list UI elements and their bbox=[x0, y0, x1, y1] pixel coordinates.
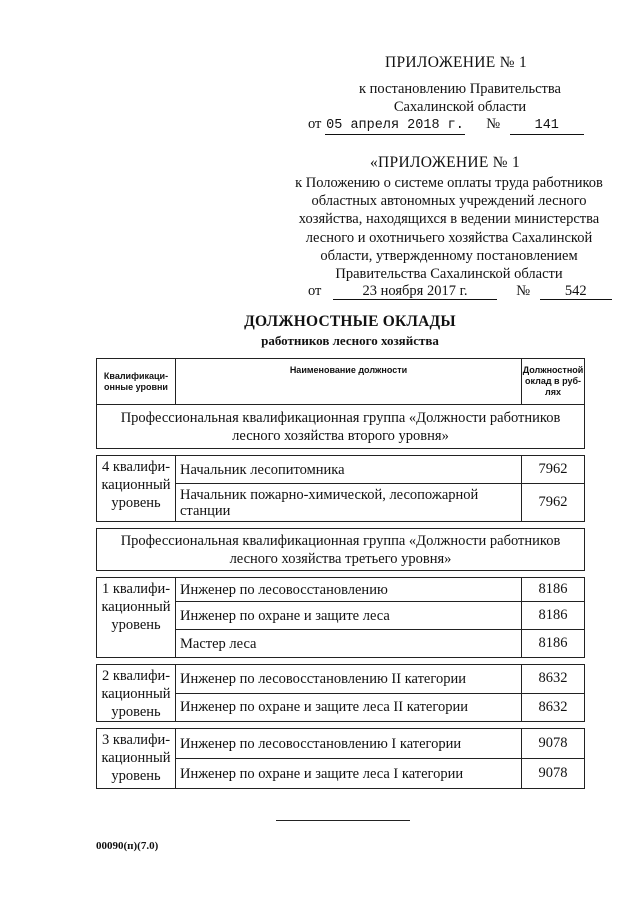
header-position-name: Наименование должности bbox=[176, 359, 522, 405]
appendix-line1: к постановлению Правительства bbox=[359, 81, 561, 97]
salary-value: 8632 bbox=[522, 693, 585, 722]
inner-appendix-text: к Положению о системе оплаты труда работников областных автономных учреждений лесного хозяйства, находящихся в ведении министерства лесного и охотничьего хозяйства Сахалинской области, утвержденному постановлением Правительства Сахалинской области bbox=[295, 175, 603, 283]
inner-from-label: от bbox=[308, 283, 322, 299]
qualification-level: 2 квалифи-кационный уровень bbox=[97, 665, 176, 722]
salary-value: 8186 bbox=[522, 630, 585, 658]
position-name: Начальник лесопитомника bbox=[176, 456, 522, 484]
document-code: 00090(п)(7.0) bbox=[96, 840, 159, 852]
inner-number-label: № bbox=[516, 283, 531, 299]
position-name: Инженер по охране и защите леса bbox=[176, 602, 522, 630]
qualification-level: 4 квалифи-кационный уровень bbox=[97, 456, 176, 522]
header-qualification-level: Квалификаци-онные уровни bbox=[97, 359, 176, 405]
group-row bbox=[97, 529, 585, 571]
table-row bbox=[97, 578, 585, 602]
group-title: Профессиональная квалификационная группа «Должности работников лесного хозяйства второго уровня» bbox=[97, 405, 585, 449]
salary-value: 9078 bbox=[522, 759, 585, 789]
decree-signature-line bbox=[308, 116, 584, 135]
salary-value: 7962 bbox=[522, 456, 585, 484]
salary-value: 8632 bbox=[522, 665, 585, 694]
table-gap bbox=[97, 522, 585, 529]
salary-value: 9078 bbox=[522, 729, 585, 759]
table-row bbox=[97, 729, 585, 759]
group-title: Профессиональная квалификационная группа «Должности работников лесного хозяйства третьего уровня» bbox=[97, 529, 585, 571]
decree-number: 141 bbox=[510, 118, 584, 135]
from-label: от bbox=[308, 116, 322, 132]
table-row bbox=[97, 456, 585, 484]
position-name: Инженер по лесовосстановлению II категории bbox=[176, 665, 522, 694]
position-name: Инженер по охране и защите леса II категории bbox=[176, 693, 522, 722]
table-row bbox=[97, 665, 585, 694]
table-gap bbox=[97, 449, 585, 456]
decree-date: 05 апреля 2018 г. bbox=[326, 118, 464, 133]
appendix-line2: Сахалинской области bbox=[393, 99, 527, 115]
position-name: Инженер по лесовосстановлению bbox=[176, 578, 522, 602]
table-gap bbox=[97, 658, 585, 665]
position-name: Инженер по охране и защите леса I категории bbox=[176, 759, 522, 789]
header-salary: Должностной оклад в руб-лях bbox=[522, 359, 585, 405]
table-gap bbox=[97, 571, 585, 578]
inner-appendix-title: «ПРИЛОЖЕНИЕ № 1 bbox=[370, 154, 521, 171]
qualification-level: 1 квалифи-кационный уровень bbox=[97, 578, 176, 658]
appendix-title: ПРИЛОЖЕНИЕ № 1 bbox=[385, 54, 528, 71]
inner-date: 23 ноября 2017 г. bbox=[333, 283, 497, 300]
table-header-row bbox=[97, 359, 585, 405]
closing-divider bbox=[276, 820, 410, 821]
position-name: Инженер по лесовосстановлению I категории bbox=[176, 729, 522, 759]
salary-table bbox=[96, 358, 585, 789]
position-name: Начальник пожарно-химической, лесопожарной станции bbox=[176, 484, 522, 522]
qualification-level: 3 квалифи-кационный уровень bbox=[97, 729, 176, 789]
number-label: № bbox=[486, 116, 501, 132]
group-row bbox=[97, 405, 585, 449]
inner-signature-line bbox=[308, 283, 612, 300]
table-gap bbox=[97, 722, 585, 729]
salary-value: 7962 bbox=[522, 484, 585, 522]
salary-value: 8186 bbox=[522, 602, 585, 630]
document-title: ДОЛЖНОСТНЫЕ ОКЛАДЫ bbox=[244, 313, 456, 330]
document-subtitle: работников лесного хозяйства bbox=[261, 333, 439, 348]
salary-value: 8186 bbox=[522, 578, 585, 602]
position-name: Мастер леса bbox=[176, 630, 522, 658]
inner-number: 542 bbox=[540, 283, 612, 300]
